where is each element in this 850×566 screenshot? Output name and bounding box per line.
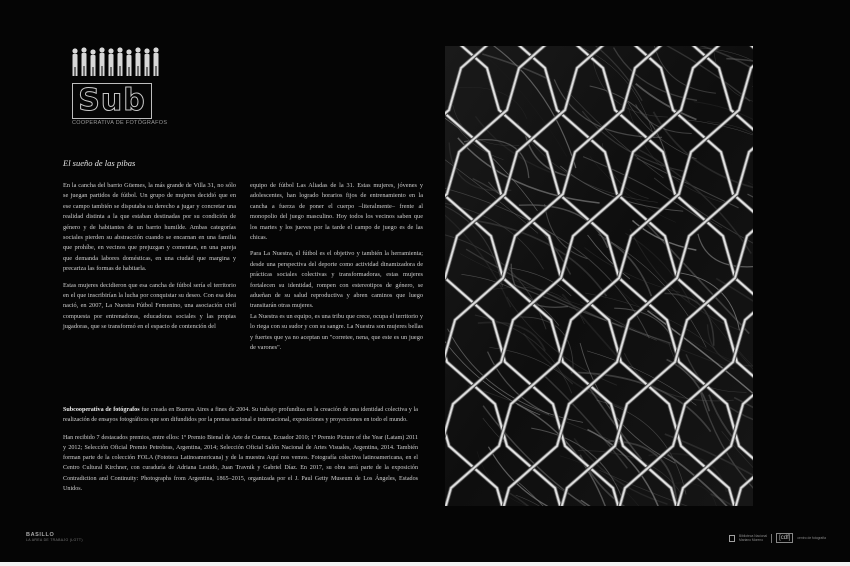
bio-intro-text: fue creada en Buenos Aires a fines de 2004. Su trabajo profundiza en la creación de una identidad colectiva y la realización de ensayos fotográficos que son difundidos por la prensa nacional e internacional, exposiciones y proyecciones en todo el mundo.	[63, 407, 418, 424]
footer-right	[729, 533, 826, 543]
chain-link-fence-over-hair-photo	[445, 46, 753, 506]
logo-wordmark: Sub	[78, 83, 146, 118]
footer-left-sub: LA AREA DE TRABAJO (LGTT)	[26, 538, 83, 542]
footer-library-line-1: Biblioteca Nacional	[739, 534, 768, 538]
footer-library-text	[739, 534, 767, 542]
bio-awards: Han recibido 7 destacados premios, entre ellos: 1º Premio Bienal de Arte de Cuenca, Ecuador 2010; 1º Premio Picture of the Year (Latam) 2011 y 2012; Selección Oficial Premio Petrobras, Argentina, 2014; Selección Oficial Salón Nacional de Artes Visuales, Argentina, 2014. También forman parte de la colección FOLA (Fototeca Latinoamericana) y de la muestra Aquí nos vemos. Fotografía colectiva latinoamericana, en el Centro Cultural Kirchner, con curaduría de Adriana Lestido, Juan Travnik y Gabriel Díaz. En 2017, su obra será parte de la exposición Contradiction and Continuity: Photographs from Argentina, 1865–2015, organizada por el J. Paul Getty Museum de Los Ángeles, Estados Unidos.	[63, 434, 418, 493]
paragraph: La Nuestra es un equipo, es una tribu que crece, ocupa el territorio y lo riega con su sudor y con su sangre. La Nuestra son mujeres bellas y fuertes que ya no aceptan un "corretee, nena, que este es un juego de varones".	[250, 312, 423, 352]
paragraph: En la cancha del barrio Güemes, la más grande de Villa 31, no sólo se juegan partidos de fútbol. Un grupo de mujeres decidió que en ese campo también se disputaba su derecho a jugar y concretar una realidad distinta a la que estaban destinadas por su condición de género y de habitantes de un barrio humilde. Ambas categorías sociales pierden su abstracción cuando se encarnan en una familia que prohíbe, en vecinos que prejuzgan y comentan, en una pareja que demanda labores domésticas, en una ciudad que margina y precariza las formas de habitarla.	[63, 182, 236, 273]
article-title: El sueño de las pibas	[63, 158, 136, 168]
article-column-1	[63, 181, 236, 339]
footer-left-name: BASILLO	[26, 532, 55, 538]
cdf-logo: [cdf]	[776, 533, 793, 543]
logo-tagline: COOPERATIVA DE FOTÓGRAFOS	[72, 120, 168, 126]
footer-left	[26, 532, 83, 542]
bio-intro	[63, 405, 418, 426]
footer-divider	[771, 534, 772, 543]
paragraph: Estas mujeres decidieron que esa cancha de fútbol sería el territorio en el que inscribirían la lucha por conquistar su deseo. Con esa idea nació, en 2007, La Nuestra Fútbol Femenino, una asociación civil compuesta por entrenadoras, educadoras sociales y las propias jugadoras, que se transformó en el espacio de contención del	[63, 281, 236, 331]
people-silhouettes-icon	[70, 45, 166, 79]
photographers-bio	[63, 405, 418, 501]
paragraph: equipo de fútbol Las Aliadas de la 31. Estas mujeres, jóvenes y adolescentes, han logrado horarios fijos de entrenamiento en la cancha a fuerza de poner el cuerpo –literalmente– frente al monopolio del juego masculino. Hoy todos los vecinos saben que los martes y los jueves por la tarde el campo de juego es de las chicas.	[250, 182, 423, 242]
article-column-2	[250, 181, 423, 360]
logo-wordmark-box	[72, 83, 152, 119]
sub-logo	[70, 45, 170, 135]
bio-name: Subcooperativa de fotógrafos	[63, 407, 140, 413]
footer-library-line-2: Mariano Moreno	[739, 538, 764, 542]
fence-hair-photo	[445, 46, 753, 506]
library-logo-icon	[729, 535, 735, 542]
cdf-logo-text: centro de fotografía	[797, 536, 826, 540]
paragraph: Para La Nuestra, el fútbol es el objetivo y también la herramienta; desde una perspectiva del deporte como actividad dinamizadora de prácticas sociales colectivas y transformadoras, estas mujeres fortalecen su identidad, rompen con estereotipos de género, se adueñan de su salud reproductiva y abren caminos que luego transitarán otras mujeres.	[250, 250, 423, 310]
